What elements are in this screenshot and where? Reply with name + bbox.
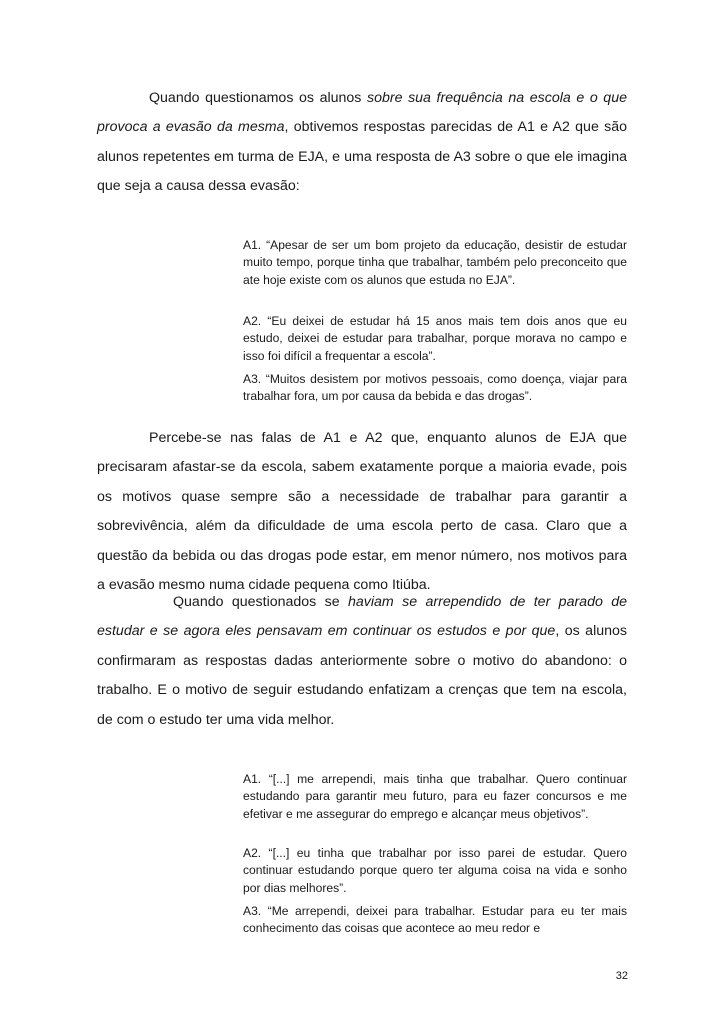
- paragraph-text: Percebe-se nas falas de A1 e A2 que, enquanto alunos de EJA que precisaram afastar-se da escola, sabem exatamente porque a maioria evade, pois os motivos quase sempre são a necessidade de trabalhar para garantir a sobrevivência, além da dificuldade de uma escola perto de casa. Claro que a questão da bebida ou das drogas pode estar, em menor número, nos motivos para a evasão mesmo numa cidade pequena como Itiúba.: [97, 430, 627, 594]
- paragraph-italic: sobre sua frequência na escola e o que provoca a evasão da mesma: [97, 90, 627, 136]
- paragraph-lead: Quando questionados se: [173, 594, 349, 610]
- quote-a3-first: A3. “Muitos desistem por motivos pessoais, como doença, viajar para trabalhar fora, um por causa da bebida e das drogas”.: [243, 372, 627, 404]
- quote-a1-second: A1. “[...] me arrependi, mais tinha que trabalhar. Quero continuar estudando para garantir meu futuro, para eu fazer concursos e me efetivar e me assegurar do emprego e alcançar meus objetivos”.: [243, 772, 627, 821]
- paragraph-italic: haviam se arrependido de ter parado de estudar e se agora eles pensavam em continuar os estudos e por que: [97, 594, 628, 640]
- paragraph-analysis: [97, 424, 627, 600]
- quote-a2-first: A2. “Eu deixei de estudar há 15 anos mais tem dois anos que eu estudo, deixei de estudar para trabalhar, porque morava no campo e isso foi difícil a frequentar a escola”.: [243, 314, 627, 363]
- quote-a2-second: A2. “[...] eu tinha que trabalhar por isso parei de estudar. Quero continuar estudando porque quero ter alguma coisa na vida e sonho por dias melhores”.: [243, 846, 627, 895]
- quote-a1-first: A1. “Apesar de ser um bom projeto da educação, desistir de estudar muito tempo, porque tinha que trabalhar, também pelo preconceito que ate hoje existe com os alunos que estuda no EJA”.: [243, 238, 627, 287]
- paragraph-tail: , obtivemos respostas parecidas de A1 e A2 que são alunos repetentes em turma de EJA, e uma resposta de A3 sobre o que ele imagina que seja a causa dessa evasão:: [97, 119, 627, 195]
- paragraph-question-regret: [97, 588, 627, 735]
- paragraph-question-frequency: [97, 84, 627, 202]
- quote-a3-second: A3. “Me arrependi, deixei para trabalhar. Estudar para eu ter mais conhecimento das coisas que acontece ao meu redor e: [243, 904, 627, 936]
- paragraph-lead: Quando questionamos os alunos: [149, 90, 367, 106]
- page-number: 32: [615, 970, 628, 982]
- paragraph-tail: , os alunos confirmaram as respostas dadas anteriormente sobre o motivo do abandono: o trabalho. E o motivo de seguir estudando enfatizam a crenças que tem na escola, de com o estudo ter uma vida melhor.: [97, 623, 627, 728]
